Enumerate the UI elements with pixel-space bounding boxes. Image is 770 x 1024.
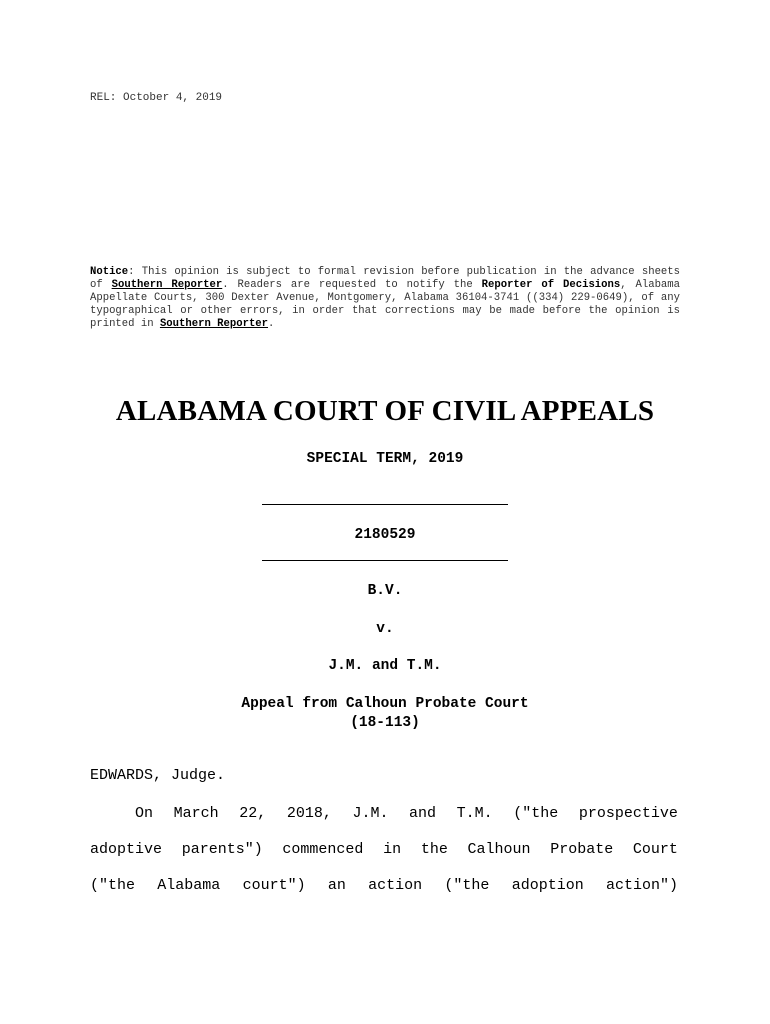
divider-top	[262, 504, 508, 505]
opinion-word: ("the	[513, 805, 559, 822]
lower-court-case-number: (18-113)	[350, 715, 420, 731]
opinion-word: and	[409, 805, 437, 822]
opinion-word: the	[420, 841, 448, 858]
appellees: J.M. and T.M.	[328, 658, 442, 674]
term-line: SPECIAL TERM, 2019	[306, 451, 464, 467]
case-number: 2180529	[354, 527, 416, 543]
opinion-word: court")	[242, 877, 306, 894]
opinion-line	[90, 841, 678, 858]
opinion-word: Court	[632, 841, 678, 858]
release-date: REL: October 4, 2019	[90, 92, 223, 104]
appellant: B.V.	[367, 583, 403, 599]
southern-reporter-2: Southern Reporter	[159, 318, 269, 330]
opinion-line	[135, 805, 678, 822]
notice-label: Notice	[90, 266, 129, 278]
southern-reporter-1: Southern Reporter	[111, 279, 223, 291]
notice-text-3: , Alabama Appellate Courts, 300 Dexter Avenue, Montgomery, Alabama 36104-3741 ((334) 229-0649), of any typographical or other errors, in order that corrections may be made before the opinion is printed in	[90, 279, 680, 330]
versus: v.	[376, 621, 394, 637]
opinion-word: commenced	[282, 841, 364, 858]
appeal-from: Appeal from Calhoun Probate Court	[241, 696, 529, 712]
opinion-word: ("the	[90, 877, 136, 894]
opinion-word: T.M.	[456, 805, 493, 822]
opinion-word: ("the	[444, 877, 490, 894]
notice-text-2: . Readers are requested to notify the	[222, 279, 482, 291]
opinion-word: Calhoun	[467, 841, 531, 858]
opinion-word: parents")	[181, 841, 263, 858]
opinion-word: J.M.	[352, 805, 389, 822]
notice-text-1: : This opinion is subject to formal revision before publication in the advance sheets of	[90, 266, 680, 291]
opinion-word: Alabama	[157, 877, 221, 894]
opinion-word: 2018,	[286, 805, 332, 822]
opinion-word: adoption	[511, 877, 584, 894]
opinion-word: Probate	[550, 841, 614, 858]
opinion-word: prospective	[578, 805, 678, 822]
opinion-word: in	[383, 841, 402, 858]
publication-notice	[90, 266, 680, 331]
divider-bottom	[262, 560, 508, 561]
opinion-author: EDWARDS, Judge.	[90, 767, 226, 784]
notice-text-4: .	[268, 318, 275, 330]
opinion-word: On	[135, 805, 154, 822]
opinion-word: action	[368, 877, 423, 894]
reporter-of-decisions: Reporter of Decisions	[481, 279, 621, 291]
opinion-word: action")	[605, 877, 678, 894]
court-title: ALABAMA COURT OF CIVIL APPEALS	[115, 395, 655, 427]
opinion-word: adoptive	[90, 841, 163, 858]
opinion-word: an	[327, 877, 346, 894]
opinion-word: March	[173, 805, 219, 822]
opinion-word: 22,	[239, 805, 267, 822]
opinion-line	[90, 877, 678, 894]
